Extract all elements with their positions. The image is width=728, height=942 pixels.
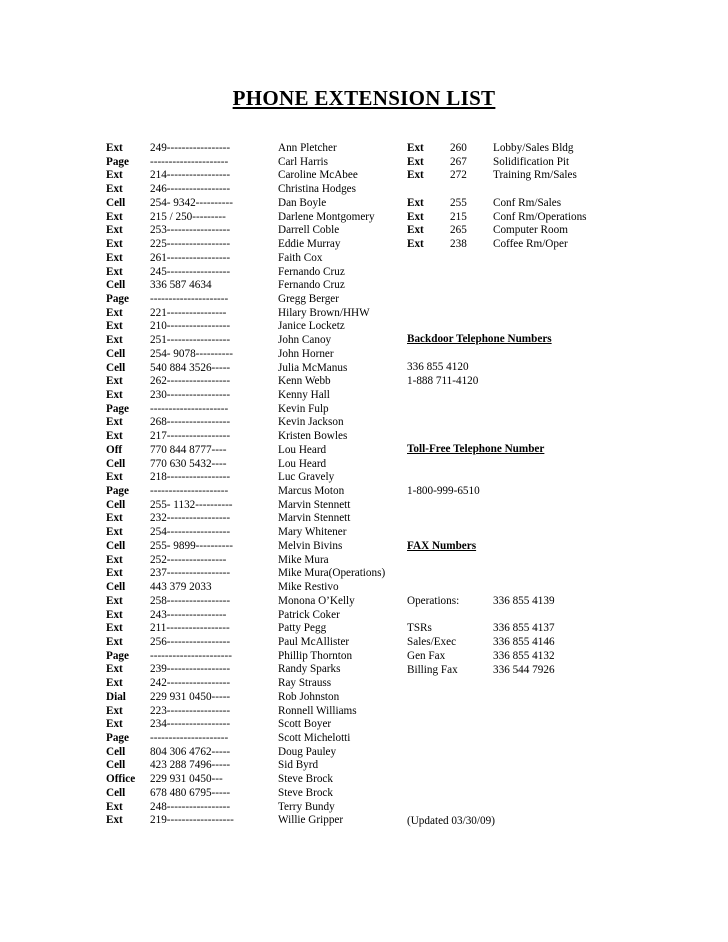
entry-type: Cell [106, 347, 126, 360]
entry-name: Faith Cox [278, 251, 323, 264]
entry-type: Ext [106, 553, 123, 566]
entry-name: Sid Byrd [278, 759, 319, 772]
entry-type: Page [106, 402, 129, 415]
entry-type: Cell [106, 581, 126, 593]
entry-name: Paul McAllister [278, 635, 350, 648]
tollfree-number: 1-800-999-6510 [407, 485, 480, 497]
entry-number: 336 587 4634 [150, 279, 212, 292]
entry-number: 225----------------- [150, 238, 231, 250]
entry-number: 678 480 6795----- [150, 786, 231, 799]
entry-name: Lou Heard [278, 443, 327, 456]
entry-type: Ext [106, 800, 123, 813]
entry-name: Hilary Brown/HHW [278, 306, 370, 319]
entry-type: Ext [106, 635, 123, 648]
entry-name: Ronnell Williams [278, 704, 357, 717]
entry-type: Page [106, 292, 129, 305]
entry-number: 237----------------- [150, 567, 231, 580]
entry-number: --------------------- [150, 485, 229, 497]
entry-type: Page [106, 485, 129, 497]
entry-number: 770 630 5432---- [150, 457, 227, 470]
room-location: Conf Rm/Sales [493, 196, 562, 209]
entry-name: Randy Sparks [278, 663, 341, 676]
entry-type: Ext [106, 594, 123, 607]
entry-name: John Horner [278, 347, 334, 360]
list-item [0, 690, 728, 704]
entry-name: Kevin Fulp [278, 402, 329, 415]
entry-number: 423 288 7496----- [150, 759, 231, 772]
entry-name: Julia McManus [278, 361, 348, 374]
room-ext: 260 [450, 142, 467, 154]
entry-name: Mike Mura [278, 553, 329, 566]
entry-type: Ext [106, 430, 123, 443]
entry-type: Cell [106, 279, 126, 292]
room-location: Lobby/Sales Bldg [493, 142, 574, 154]
list-item [0, 813, 728, 827]
entry-type: Ext [106, 375, 123, 388]
room-item [0, 223, 728, 237]
list-item [0, 498, 728, 512]
entry-number: 443 379 2033 [150, 581, 212, 593]
list-item [0, 361, 728, 375]
room-type: Ext [407, 155, 424, 168]
list-item [0, 566, 728, 580]
entry-type: Ext [106, 526, 123, 539]
entry-name: Marvin Stennett [278, 498, 351, 511]
entry-number: 255- 1132---------- [150, 498, 233, 511]
entry-number: 262----------------- [150, 375, 231, 388]
entry-type: Ext [106, 718, 123, 731]
entry-type: Ext [106, 142, 123, 154]
entry-type: Ext [106, 471, 123, 484]
entry-number: 218----------------- [150, 471, 231, 484]
entry-name: John Canoy [278, 334, 332, 347]
entry-number: 210----------------- [150, 320, 231, 333]
entry-number: 219------------------ [150, 814, 234, 827]
entry-number: --------------------- [150, 155, 229, 168]
entry-name: Scott Boyer [278, 718, 332, 731]
entry-number: 221---------------- [150, 306, 227, 319]
list-item [0, 800, 728, 814]
list-item [0, 580, 728, 594]
entry-name: Mike Restivo [278, 581, 339, 593]
entry-number: 254----------------- [150, 526, 231, 539]
entry-name: Phillip Thornton [278, 649, 353, 662]
entry-number: 248----------------- [150, 800, 231, 813]
entry-number: --------------------- [150, 732, 229, 744]
entry-number: --------------------- [150, 402, 229, 415]
room-ext: 255 [450, 196, 467, 209]
room-location: Training Rm/Sales [493, 169, 577, 182]
entry-number: 239----------------- [150, 663, 231, 676]
entry-name: Melvin Bivins [278, 539, 343, 552]
entry-name: Caroline McAbee [278, 169, 358, 182]
list-item [0, 745, 728, 759]
room-type: Ext [407, 142, 424, 154]
entry-name: Rob Johnston [278, 690, 340, 703]
entry-name: Kevin Jackson [278, 416, 344, 429]
fax-number: 336 855 4139 [493, 595, 555, 607]
room-location: Solidification Pit [493, 155, 570, 168]
entry-type: Cell [106, 759, 126, 772]
entry-name: Scott Michelotti [278, 732, 351, 744]
room-ext: 267 [450, 155, 467, 168]
list-item [0, 443, 728, 457]
list-item [0, 511, 728, 525]
room-type: Ext [407, 224, 424, 237]
room-type: Ext [407, 196, 424, 209]
entry-type: Page [106, 649, 129, 662]
room-ext: 215 [450, 210, 467, 223]
entry-type: Ext [106, 416, 123, 429]
room-item [0, 237, 728, 251]
entry-type: Ext [106, 306, 123, 319]
fax-label: Operations: [407, 595, 460, 607]
entry-number: 540 884 3526----- [150, 361, 231, 374]
entry-name: Doug Pauley [278, 745, 337, 758]
entry-name: Darrell Coble [278, 224, 340, 237]
entry-name: Monona O’Kelly [278, 594, 355, 607]
list-item [0, 415, 728, 429]
entry-name: Carl Harris [278, 155, 329, 168]
list-item [0, 470, 728, 484]
entry-number: 268----------------- [150, 416, 231, 429]
entry-type: Dial [106, 690, 126, 703]
entry-name: Kristen Bowles [278, 430, 348, 443]
room-item [0, 196, 728, 210]
fax-number: 336 855 4146 [493, 636, 555, 648]
list-item [0, 553, 728, 567]
room-type: Ext [407, 238, 424, 250]
room-ext: 238 [450, 238, 467, 250]
entry-type: Ext [106, 389, 123, 401]
entry-name: Ray Strauss [278, 677, 332, 690]
list-item [0, 539, 728, 553]
list-item [0, 292, 728, 306]
entry-name: Dan Boyle [278, 196, 327, 209]
entry-type: Office [106, 773, 136, 786]
entry-number: 255- 9899---------- [150, 539, 233, 552]
entry-name: Steve Brock [278, 773, 333, 786]
entry-type: Cell [106, 457, 126, 470]
entry-name: Eddie Murray [278, 238, 341, 250]
list-item [0, 772, 728, 786]
fax-label: Sales/Exec [407, 636, 457, 648]
entry-number: 229 931 0450--- [150, 773, 223, 786]
entry-type: Ext [106, 320, 123, 333]
list-item [0, 786, 728, 800]
entry-type: Cell [106, 745, 126, 758]
entry-number: 246----------------- [150, 183, 231, 196]
entry-number: 229 931 0450----- [150, 690, 231, 703]
entry-number: 770 844 8777---- [150, 443, 227, 456]
entry-number: 249----------------- [150, 142, 231, 154]
fax-label: Gen Fax [407, 650, 446, 662]
fax-number: 336 855 4132 [493, 650, 555, 662]
fax-label: TSRs [407, 622, 432, 634]
list-item [0, 265, 728, 279]
room-location: Conf Rm/Operations [493, 210, 587, 223]
entry-number: 256----------------- [150, 635, 231, 648]
entry-type: Page [106, 155, 129, 168]
entry-type: Cell [106, 196, 126, 209]
entry-number: 245----------------- [150, 265, 231, 278]
fax-heading: FAX Numbers [407, 540, 477, 552]
entry-name: Terry Bundy [278, 800, 335, 813]
list-item [0, 635, 728, 649]
entry-number: 243---------------- [150, 608, 227, 621]
tollfree-heading: Toll-Free Telephone Number [407, 443, 545, 455]
fax-number: 336 544 7926 [493, 664, 555, 676]
entry-type: Ext [106, 224, 123, 237]
list-item [0, 608, 728, 622]
list-item [0, 525, 728, 539]
room-ext: 272 [450, 169, 467, 182]
entry-type: Page [106, 732, 129, 744]
room-item [0, 141, 728, 155]
entry-name: Christina Hodges [278, 183, 356, 196]
entry-number: 261----------------- [150, 251, 231, 264]
entry-number: 252---------------- [150, 553, 227, 566]
entry-name: Kenn Webb [278, 375, 331, 388]
backdoor-number: 1-888 711-4120 [407, 375, 479, 387]
entry-type: Cell [106, 786, 126, 799]
room-type: Ext [407, 169, 424, 182]
list-item [0, 662, 728, 676]
list-item [0, 251, 728, 265]
list-item [0, 319, 728, 333]
entry-number: 251----------------- [150, 334, 231, 347]
entry-type: Ext [106, 814, 123, 827]
list-item [0, 731, 728, 745]
entry-number: 232----------------- [150, 512, 231, 525]
entry-name: Lou Heard [278, 457, 327, 470]
list-item [0, 594, 728, 608]
updated-note: (Updated 03/30/09) [407, 815, 495, 827]
room-location: Coffee Rm/Oper [493, 238, 568, 250]
entry-name: Kenny Hall [278, 389, 330, 401]
entry-type: Ext [106, 210, 123, 223]
entry-type: Cell [106, 361, 126, 374]
entry-name: Darlene Montgomery [278, 210, 375, 223]
entry-type: Ext [106, 512, 123, 525]
entry-type: Ext [106, 567, 123, 580]
entry-name: Fernando Cruz [278, 279, 345, 292]
entry-number: 214----------------- [150, 169, 231, 182]
entry-number: 242----------------- [150, 677, 231, 690]
entry-type: Ext [106, 663, 123, 676]
list-item [0, 484, 728, 498]
entry-name: Patrick Coker [278, 608, 340, 621]
room-item [0, 210, 728, 224]
backdoor-heading: Backdoor Telephone Numbers [407, 333, 552, 345]
list-item [0, 429, 728, 443]
list-item [0, 347, 728, 361]
list-item [0, 306, 728, 320]
list-item [0, 621, 728, 635]
entry-number: 223----------------- [150, 704, 231, 717]
list-item [0, 402, 728, 416]
backdoor-number: 336 855 4120 [407, 361, 469, 373]
entry-name: Janice Locketz [278, 320, 345, 333]
entry-number: 254- 9342---------- [150, 196, 233, 209]
entry-number: 211----------------- [150, 622, 230, 635]
entry-type: Ext [106, 608, 123, 621]
list-item [0, 717, 728, 731]
room-item [0, 168, 728, 182]
entry-name: Gregg Berger [278, 292, 339, 305]
list-item [0, 333, 728, 347]
entry-name: Willie Gripper [278, 814, 344, 827]
entry-name: Patty Pegg [278, 622, 327, 635]
entry-name: Steve Brock [278, 786, 333, 799]
list-item [0, 676, 728, 690]
entry-number: 217----------------- [150, 430, 231, 443]
list-item [0, 457, 728, 471]
entry-name: Marvin Stennett [278, 512, 351, 525]
list-item [0, 388, 728, 402]
entry-type: Ext [106, 704, 123, 717]
entry-name: Mike Mura(Operations) [278, 567, 386, 580]
entry-name: Mary Whitener [278, 526, 347, 539]
fax-label: Billing Fax [407, 664, 458, 676]
entry-number: --------------------- [150, 292, 229, 305]
room-type: Ext [407, 210, 424, 223]
list-item [0, 278, 728, 292]
entry-type: Ext [106, 622, 123, 635]
page-title: PHONE EXTENSION LIST [232, 86, 496, 110]
entry-number: 230----------------- [150, 389, 231, 401]
entry-name: Ann Pletcher [278, 142, 337, 154]
list-item [0, 704, 728, 718]
entry-type: Ext [106, 183, 123, 196]
entry-number: 254- 9078---------- [150, 347, 233, 360]
entry-type: Ext [106, 169, 123, 182]
list-item [0, 758, 728, 772]
entry-number: ---------------------- [150, 649, 232, 662]
room-item [0, 155, 728, 169]
entry-number: 804 306 4762----- [150, 745, 231, 758]
fax-number: 336 855 4137 [493, 622, 555, 634]
entry-number: 258----------------- [150, 594, 231, 607]
entry-number: 215 / 250--------- [150, 210, 226, 223]
room-location: Computer Room [493, 224, 568, 237]
entry-number: 253----------------- [150, 224, 231, 237]
entry-name: Marcus Moton [278, 485, 345, 497]
entry-type: Off [106, 443, 123, 456]
entry-type: Cell [106, 498, 126, 511]
list-item [0, 649, 728, 663]
entry-name: Luc Gravely [278, 471, 335, 484]
list-item [0, 374, 728, 388]
entry-type: Cell [106, 539, 126, 552]
list-item [0, 182, 728, 196]
entry-type: Ext [106, 334, 123, 347]
entry-name: Fernando Cruz [278, 265, 345, 278]
entry-type: Ext [106, 251, 123, 264]
entry-type: Ext [106, 238, 123, 250]
room-ext: 265 [450, 224, 467, 237]
entry-type: Ext [106, 265, 123, 278]
entry-type: Ext [106, 677, 123, 690]
entry-number: 234----------------- [150, 718, 231, 731]
